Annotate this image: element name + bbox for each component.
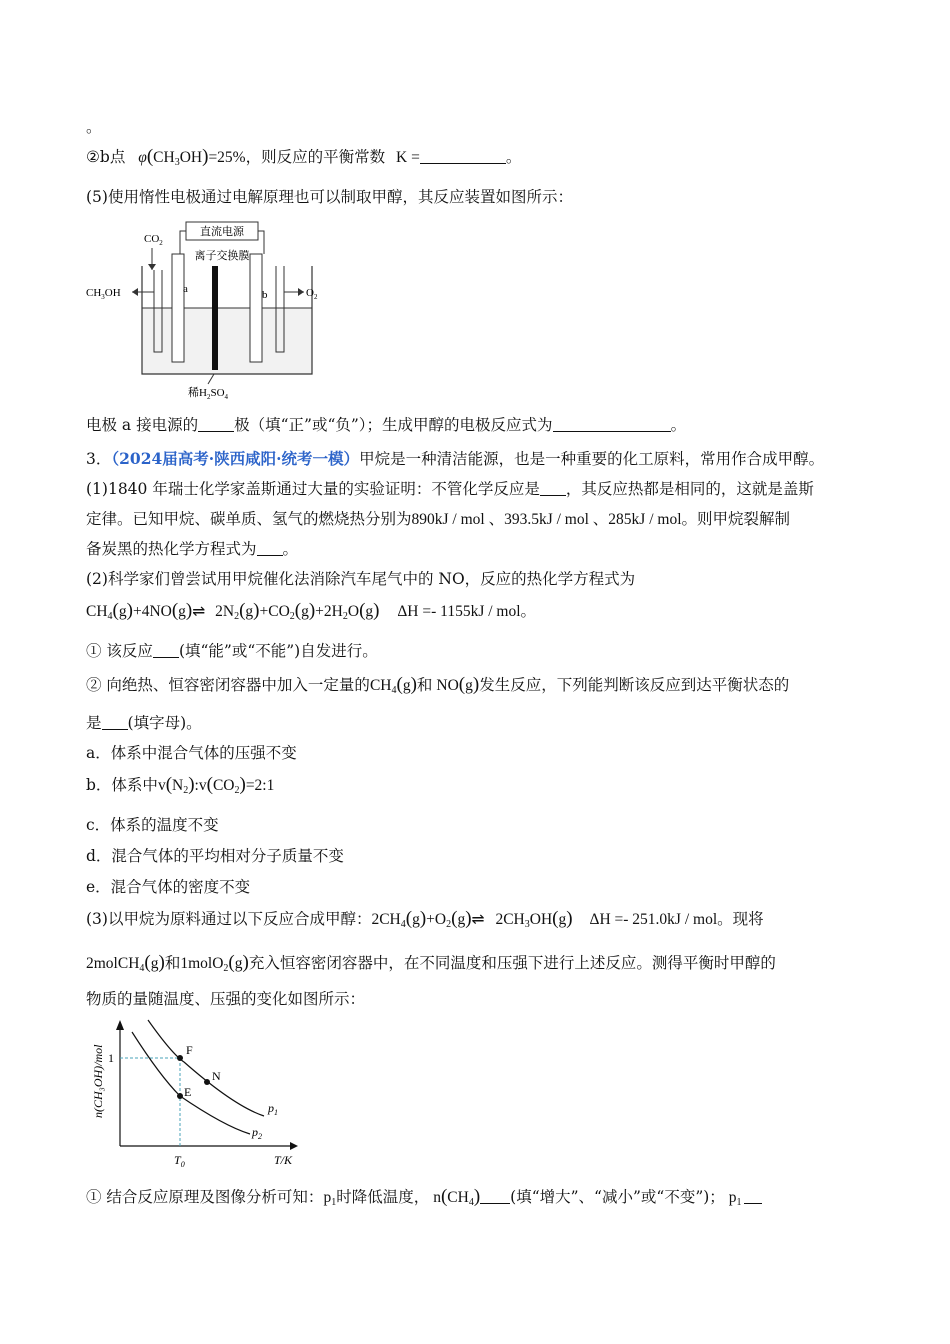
q3-i2-line2: 是 (填字母)。 <box>86 714 202 732</box>
electrode-a-label: a <box>183 283 188 295</box>
y-axis-label: n(CH₃OH)/mol <box>91 1044 105 1118</box>
option-d: d．混合气体的平均相对分子质量不变 <box>86 847 344 865</box>
text: 甲烷是一种清洁能源，也是一种重要的化工原料，常用作合成甲醇。 <box>359 450 825 468</box>
q5-answer-line <box>86 414 686 436</box>
point-f <box>177 1055 183 1061</box>
power-label: 直流电源 <box>200 226 244 238</box>
o2-label: $O_2$ <box>306 287 318 301</box>
q2-b-point-line <box>86 146 521 174</box>
answer-blank[interactable] <box>102 714 128 730</box>
methanol-graph <box>84 1014 314 1174</box>
answer-blank[interactable] <box>153 642 179 658</box>
ch3oh-label: $CH_3OH$ <box>86 287 121 301</box>
q3-header <box>86 448 824 470</box>
option-a: a．体系中混合气体的压强不变 <box>86 744 297 762</box>
label-p1: $p_1$ <box>268 1101 278 1117</box>
electrode-b-label: b <box>262 289 268 301</box>
q5-intro: (5)使用惰性电极通过电解原理也可以制取甲醇，其反应装置如图所示： <box>86 188 573 206</box>
text: ，则反应的平衡常数 <box>245 148 386 166</box>
subscript: 3 <box>174 157 180 168</box>
phi-symbol: φ <box>138 149 147 166</box>
value: =25% <box>208 149 246 166</box>
text: 极（填“正”或“负”）；生成甲醇的电极反应式为 <box>234 416 553 434</box>
leading-period: 。 <box>86 118 102 136</box>
label-e: E <box>184 1085 192 1099</box>
equation-1: $CH_4(g)+4NO(g)\rightleftharpoons$ $2N_2(g)+CO_2(g)+2H_2O(g) \Delta H =- 1155kJ$ / mol。 <box>86 600 537 622</box>
text: ②b点 <box>86 148 126 166</box>
membrane-label: 离子交换膜 <box>194 250 250 262</box>
q3-p2-line1: (2)科学家们曾尝试用甲烷催化法消除汽车尾气中的 NO，反应的热化学方程式为 <box>86 570 636 588</box>
label-f: F <box>186 1043 193 1057</box>
q3-p1-line2 <box>86 508 790 531</box>
q3-p3-line1: (3)以甲烷为原料通过以下反应合成甲醇：$2CH_4(g)+O_2(g)\rightleftharpoons$ $2CH_3OH(g) \Delta H =- 251.0kJ$ / mol。现将 <box>86 908 764 930</box>
electrolysis-diagram <box>84 218 334 408</box>
text: 。 <box>505 148 522 166</box>
k-label: K = <box>396 149 420 166</box>
q3-i2-line1: ② 向绝热、恒容密闭容器中加入一定量的$CH_4(g)$和 NO(g)发生反应，下列能判断该反应到达平衡状态的 <box>86 674 790 696</box>
point-e <box>177 1093 183 1099</box>
text: 定律。已知甲烷、碳单质、氢气的燃烧热分别为 <box>86 510 412 528</box>
electrode-a <box>172 254 184 362</box>
answer-blank[interactable] <box>553 416 671 432</box>
answer-blank[interactable] <box>480 1188 510 1204</box>
text: 备炭黑的热化学方程式为 <box>86 540 257 558</box>
arrow-head <box>132 288 138 296</box>
label-p2: $p_2$ <box>252 1125 262 1141</box>
x-axis-label: T/K <box>274 1153 293 1167</box>
text: (1)1840 年瑞士化学家盖斯通过大量的实验证明：不管化学反应是 <box>86 480 540 498</box>
text: 电极 a 接电源的 <box>86 416 199 434</box>
q3-p1-line3 <box>86 538 298 560</box>
q3-p1-line1 <box>86 478 814 500</box>
paren: ) <box>202 146 209 167</box>
q3-p3-line2: 2molCH$_4$(g)和1molO$_2$(g)充入恒容密闭容器中，在不同温度和压强下进行上述反应。测得平衡时甲醇的 <box>86 952 776 974</box>
question-number: 3． <box>86 450 112 468</box>
option-e: e．混合气体的密度不变 <box>86 878 251 896</box>
q3-i1: ① 该反应 (填“能”或“不能”)自发进行。 <box>86 642 378 660</box>
paren: ( <box>146 146 154 167</box>
q3-p3-line3: 物质的量随温度、压强的变化如图所示： <box>86 990 366 1008</box>
x-tick-t0: $T_0$ <box>174 1153 185 1169</box>
y-axis-arrow <box>116 1020 124 1030</box>
answer-blank[interactable] <box>257 540 283 556</box>
curve-p1 <box>148 1020 264 1116</box>
formula: OH <box>179 149 203 166</box>
y-tick-1: 1 <box>108 1051 114 1065</box>
electrode-b <box>250 254 262 362</box>
heat-values: 890kJ / mol 、393.5kJ / mol 、285kJ / mol <box>411 511 682 528</box>
text: 。 <box>282 540 299 558</box>
wire-left <box>180 231 186 254</box>
x-axis-arrow <box>290 1142 298 1150</box>
arrow-head <box>148 264 156 270</box>
option-b: b．体系中$v(N_2):v(CO_2)=2:1$ <box>86 774 275 796</box>
arrow-head <box>298 288 304 296</box>
point-n <box>204 1079 210 1085</box>
co2-label: $CO_2$ <box>144 233 163 247</box>
option-c: c．体系的温度不变 <box>86 816 219 834</box>
acid-pointer <box>208 374 214 384</box>
acid-label: 稀$H_2SO_4$ <box>188 387 229 401</box>
text: 。 <box>670 416 687 434</box>
wire-right <box>258 231 264 254</box>
answer-blank[interactable] <box>744 1188 762 1204</box>
text: 。则甲烷裂解制 <box>681 510 791 528</box>
label-n: N <box>212 1069 221 1083</box>
formula: CH <box>153 149 175 166</box>
question-source: （2024届高考·陕西咸阳·统考一模） <box>111 449 360 468</box>
answer-blank[interactable] <box>540 480 566 496</box>
answer-blank[interactable] <box>420 148 506 164</box>
ion-exchange-membrane <box>212 266 218 370</box>
answer-blank[interactable] <box>198 416 234 432</box>
q3-last-line: ① 结合反应原理及图像分析可知：$p_1$时降低温度， $n(CH_4)$ (填“增大”、“减小”或“不变”)； $p_1$ <box>86 1186 762 1214</box>
electrolyte <box>142 308 312 374</box>
text: ，其反应热都是相同的，这就是盖斯 <box>565 480 814 498</box>
